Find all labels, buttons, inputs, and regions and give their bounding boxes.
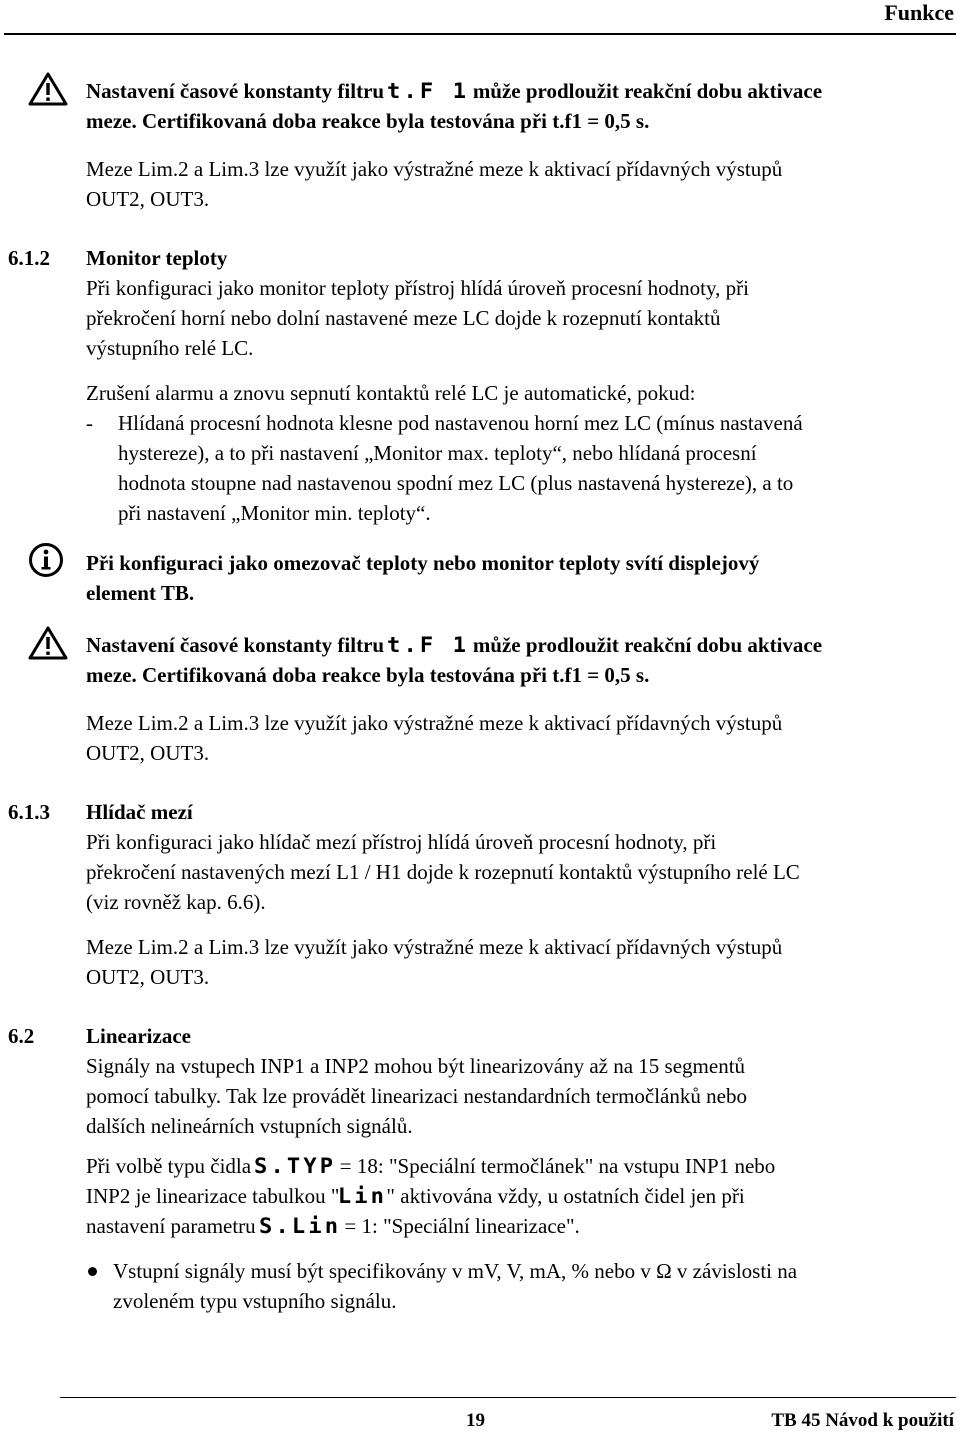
parameter-line: nastavení parametru S.Lin = 1: "Speciální linearizace". [86, 1211, 580, 1241]
alarm-line: hystereze), a to při nastavení „Monitor max. teploty“, nebo hlídaná procesní [118, 441, 757, 465]
meze1-line1: Meze Lim.2 a Lim.3 lze využít jako výstražné meze k aktivací přídavných výstupů [86, 157, 783, 181]
filter-param-code: t.F 1 [387, 79, 470, 103]
paragraph-line: pomocí tabulky. Tak lze provádět linearizaci nestandardních termočlánků nebo [86, 1084, 747, 1108]
dash-marker: - [86, 411, 93, 435]
sensor-type-code: S.TYP [254, 1154, 337, 1178]
section-number: 6.2 [8, 1024, 35, 1048]
bullet-icon [88, 1267, 97, 1276]
section-title: Monitor teploty [86, 246, 228, 270]
info-line2: element TB. [86, 581, 195, 605]
footer-rule [60, 1397, 956, 1398]
lin-code: Lin [338, 1184, 388, 1208]
paragraph-line: dalších nelineárních vstupních signálů. [86, 1114, 413, 1138]
warning-triangle-icon [28, 72, 68, 106]
paragraph-line: výstupního relé LC. [86, 336, 254, 360]
section-title: Linearizace [86, 1024, 191, 1048]
paragraph-line: Signály na vstupech INP1 a INP2 mohou být linearizovány až na 15 segmentů [86, 1054, 746, 1078]
section-number: 6.1.3 [8, 800, 50, 824]
warning-triangle-icon [28, 626, 68, 660]
paragraph-line: překročení horní nebo dolní nastavené meze LC dojde k rozepnutí kontaktů [86, 306, 721, 330]
meze3-line1: Meze Lim.2 a Lim.3 lze využít jako výstražné meze k aktivací přídavných výstupů [86, 935, 783, 959]
header-title: Funkce [884, 0, 954, 25]
alarm-intro: Zrušení alarmu a znovu sepnutí kontaktů relé LC je automatické, pokud: [86, 381, 696, 405]
filter-param-code: t.F 1 [387, 633, 470, 657]
alarm-line: při nastavení „Monitor min. teploty“. [118, 501, 431, 525]
header-rule [4, 33, 956, 35]
page-number: 19 [466, 1410, 485, 1431]
meze2-line1: Meze Lim.2 a Lim.3 lze využít jako výstražné meze k aktivací přídavných výstupů [86, 711, 783, 735]
meze2-line2: OUT2, OUT3. [86, 741, 210, 765]
sensor-type-line: Při volbě typu čidla S.TYP = 18: "Speciální termočlánek" na vstupu INP1 nebo [86, 1151, 775, 1181]
paragraph-line: překročení nastavených mezí L1 / H1 dojde k rozepnutí kontaktů výstupního relé LC [86, 860, 800, 884]
bullet-line2: zvoleném typu vstupního signálu. [113, 1289, 397, 1313]
meze1-line2: OUT2, OUT3. [86, 187, 210, 211]
meze3-line2: OUT2, OUT3. [86, 965, 210, 989]
linearization-table-line: INP2 je linearizace tabulkou "Lin" aktivována vždy, u ostatních čidel jen při [86, 1181, 745, 1211]
bullet-line1: Vstupní signály musí být specifikovány v mV, V, mA, % nebo v Ω v závislosti na [113, 1259, 798, 1283]
paragraph-line: (viz rovněž kap. 6.6). [86, 890, 266, 914]
paragraph-line: Při konfiguraci jako monitor teploty přístroj hlídá úroveň procesní hodnoty, při [86, 276, 749, 300]
s-lin-code: S.Lin [258, 1214, 342, 1238]
warning2-line1: Nastavení časové konstanty filtru t.F 1 může prodloužit reakční dobu aktivace [86, 630, 822, 660]
section-number: 6.1.2 [8, 246, 50, 270]
alarm-line: Hlídaná procesní hodnota klesne pod nastavenou horní mez LC (mínus nastavená [118, 411, 803, 435]
info-line1: Při konfiguraci jako omezovač teploty nebo monitor teploty svítí displejový [86, 551, 760, 575]
document-title: TB 45 Návod k použití [771, 1410, 954, 1431]
warning1-line1: Nastavení časové konstanty filtru t.F 1 může prodloužit reakční dobu aktivace [86, 76, 822, 106]
section-title: Hlídač mezí [86, 800, 193, 824]
warning2-line2: meze. Certifikovaná doba reakce byla testována při t.f1 = 0,5 s. [86, 663, 650, 687]
info-circle-icon [28, 542, 64, 578]
alarm-line: hodnota stoupne nad nastavenou spodní mez LC (plus nastavená hystereze), a to [118, 471, 794, 495]
paragraph-line: Při konfiguraci jako hlídač mezí přístroj hlídá úroveň procesní hodnoty, při [86, 830, 717, 854]
warning1-line2: meze. Certifikovaná doba reakce byla testována při t.f1 = 0,5 s. [86, 109, 650, 133]
